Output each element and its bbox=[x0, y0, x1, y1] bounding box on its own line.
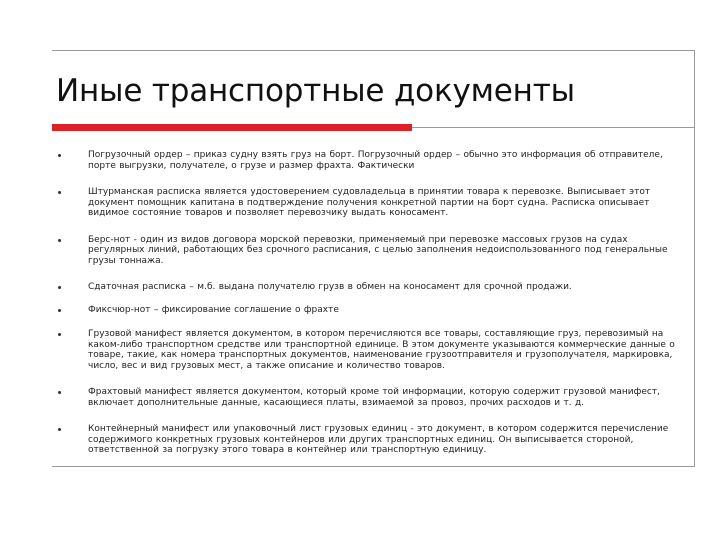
bullet-text: Контейнерный манифест или упаковочный лист грузовых единиц - это документ, в котором содержится перечисление содержимого конкретных грузовых контейнеров или других транспортных единиц. Он выписывается стороной, ответственной за погрузку этого товара в контейнер или транспортную единицу. bbox=[88, 424, 669, 455]
slide-title: Иные транспортные документы bbox=[56, 73, 575, 109]
bullet-item bbox=[52, 424, 682, 456]
bullet-text: Сдаточная расписка – м.б. выдана получателю грузв в обмен на коносамент для срочной продажи. bbox=[88, 282, 572, 292]
bullet-item bbox=[52, 305, 682, 316]
bullet-dot-icon bbox=[58, 428, 61, 431]
bullet-dot-icon bbox=[58, 333, 61, 336]
bullet-item bbox=[52, 187, 682, 219]
frame-bottom-line bbox=[52, 466, 695, 467]
bullet-dot-icon bbox=[58, 286, 61, 289]
bullet-text: Штурманская расписка является удостоверением судовладельца в принятии товара к перевозке. Выписывает этот документ помощник капитана в подтверждение получения конкретной партии на борт судна. Расписка описывает видимое состояние товаров и позволяет перевозчику выдать коносамент. bbox=[88, 187, 651, 218]
bullet-text: Погрузочный ордер – приказ судну взять груз на борт. Погрузочный ордер – обычно это информация об отправителе, порте выгрузки, получателе, о грузе и размер фрахта. Фактически bbox=[88, 150, 663, 171]
bullet-item bbox=[52, 235, 682, 267]
frame-right-line bbox=[694, 50, 695, 466]
bullet-item bbox=[52, 150, 682, 171]
bullet-dot-icon bbox=[58, 309, 61, 312]
bullet-text: Берс-нот - один из видов договора морской перевозки, применяемый при перевозке массовых грузов на судах регулярных линий, работающих без срочного расписания, с целью заполнения недоиспользованного под генеральные грузы тоннажа. bbox=[88, 234, 668, 266]
bullet-dot-icon bbox=[58, 154, 61, 157]
bullet-item bbox=[52, 329, 682, 371]
bullet-item bbox=[52, 282, 682, 293]
bullet-text: Фрахтовый манифест является документом, который кроме той информации, которую содержит грузовой манифест, включает дополнительные данные, касающиеся платы, взимаемой за провоз, прочих расходов и т. д. bbox=[88, 387, 660, 408]
bullet-list bbox=[52, 150, 682, 456]
bullet-dot-icon bbox=[58, 191, 61, 194]
frame-top-line bbox=[52, 50, 695, 51]
bullet-text: Грузовой манифест является документом, в котором перечисляются все товары, составляющие груз, перевозимый на каком-либо транспортном средстве или транспортной единице. В этом документе указываются коммерческие данные о товаре, такие, как номера транспортных документов, наименование грузоотправителя и грузополучателя, маркировка, число, вес и вид грузовых мест, а также описание и количество товаров. bbox=[88, 329, 675, 371]
bullet-dot-icon bbox=[58, 391, 61, 394]
bullet-text: Фиксчюр-нот – фиксирование соглашение о фрахте bbox=[88, 304, 339, 315]
title-accent-bar bbox=[52, 124, 412, 131]
bullet-item bbox=[52, 387, 682, 408]
bullet-dot-icon bbox=[58, 239, 61, 242]
